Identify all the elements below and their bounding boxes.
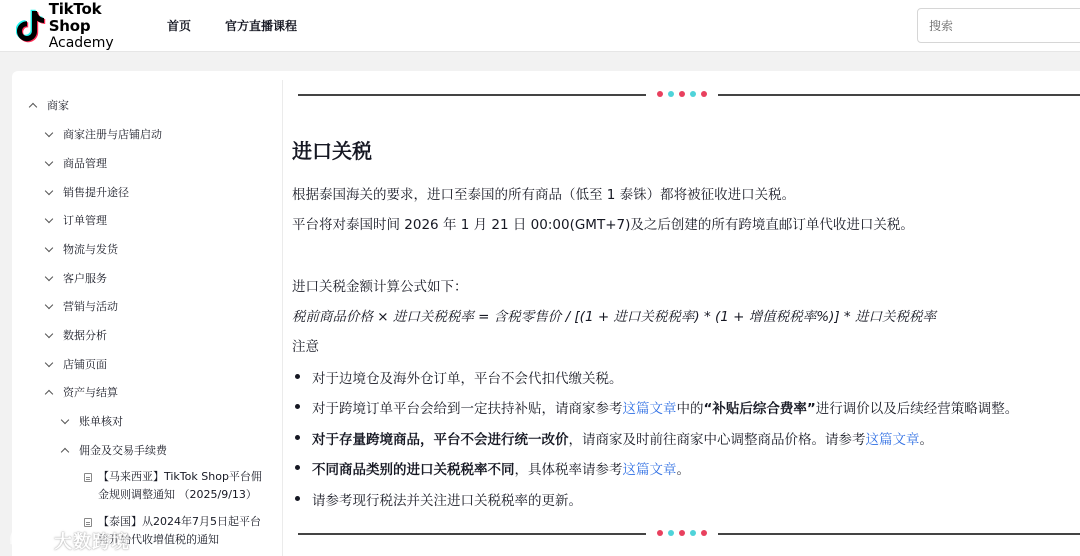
separator-dot [679, 530, 685, 536]
watermark [8, 524, 148, 554]
section-separator-bottom [298, 528, 1080, 540]
sidebar-item-analytics[interactable] [43, 327, 107, 343]
chevron-down-icon [43, 157, 55, 169]
sidebar-item-registration[interactable] [43, 126, 162, 142]
sidebar-item-commission-fees[interactable] [59, 442, 167, 458]
sidebar-item-label: 店铺页面 [63, 358, 107, 371]
separator-dot [679, 91, 685, 97]
sidebar-item-marketing[interactable] [43, 298, 118, 314]
search-box[interactable] [917, 8, 1080, 43]
page-title: 进口关税 [292, 139, 372, 163]
chevron-down-icon [59, 415, 71, 427]
sidebar-item-product[interactable] [43, 155, 107, 171]
sidebar-item-label: 佣金及交易手续费 [79, 444, 167, 457]
chevron-down-icon [43, 243, 55, 255]
bullet-dot [295, 404, 300, 409]
watermark-logo-icon [8, 524, 52, 550]
search-input[interactable] [918, 9, 1080, 42]
bullet-subsidy [312, 397, 1018, 417]
bullet-dot [295, 465, 300, 470]
sidebar-item-label: 销售提升途径 [63, 186, 129, 199]
bullet-text: 对于跨境订单平台会给到一定扶持补贴，请商家参考 [312, 401, 623, 417]
chevron-up-icon [59, 444, 71, 456]
note-heading: 注意 [292, 339, 319, 355]
bullet-bold-text: 对于存量跨境商品，平台不会进行统一改价 [312, 432, 569, 448]
top-header [0, 0, 1080, 52]
bullet-dot [295, 496, 300, 501]
separator-dot [701, 530, 707, 536]
separator-dot [701, 91, 707, 97]
logo-title: TikTok Shop [48, 0, 102, 35]
sidebar-item-sales-growth[interactable] [43, 184, 129, 200]
sidebar-item-label: 客户服务 [63, 272, 107, 285]
article-link[interactable]: 这篇文章 [865, 432, 920, 448]
logo-subtitle: Academy [48, 34, 114, 51]
chevron-down-icon [43, 186, 55, 198]
bullet-tax-law: 请参考现行税法并关注进口关税税率的更新。 [312, 493, 582, 509]
tiktok-logo-icon [16, 9, 47, 43]
chevron-down-icon [43, 358, 55, 370]
sidebar-item-logistics[interactable] [43, 241, 118, 257]
sidebar-item-label: 物流与发货 [63, 243, 118, 256]
sidebar-root-merchant[interactable] [27, 97, 69, 113]
bullet-text: 。 [919, 432, 933, 448]
watermark-text: 大数跨境 [54, 532, 130, 553]
bullet-rates-vary [312, 458, 690, 478]
chevron-up-icon [43, 386, 55, 398]
separator-dot [668, 530, 674, 536]
doc-title-line: 金规则调整通知 （2025/9/13） [98, 488, 257, 501]
bullet-text: 中的 [676, 401, 704, 417]
doc-title-line: 将开始代收增值税的通知 [98, 533, 219, 546]
bullet-bold-text: 不同商品类别的进口关税税率不同 [312, 462, 515, 478]
separator-dot [690, 530, 696, 536]
sidebar-item-label: 商家 [47, 99, 69, 112]
doc-title-line: 【泰国】从2024年7月5日起平台 [98, 515, 261, 528]
sidebar-item-customer-service[interactable] [43, 270, 107, 286]
chevron-down-icon [43, 214, 55, 226]
document-icon [84, 473, 92, 482]
nav-home[interactable]: 首页 [167, 19, 192, 33]
chevron-down-icon [43, 272, 55, 284]
chevron-up-icon [27, 99, 39, 111]
chevron-down-icon [43, 329, 55, 341]
formula-text: 税前商品价格 × 进口关税税率 = 含税零售价 / [(1 + 进口关税税率) * (1 + 增值税税率%)] * 进口关税税率 [292, 309, 936, 325]
sidebar-item-label: 数据分析 [63, 329, 107, 342]
bullet-dot [295, 374, 300, 379]
bullet-text: 。 [676, 462, 690, 478]
article-link[interactable]: 这篇文章 [622, 401, 677, 417]
separator-dot [657, 91, 663, 97]
sidebar-item-store-page[interactable] [43, 356, 107, 372]
bullet-dot [295, 435, 300, 440]
sidebar-item-label: 资产与结算 [63, 386, 118, 399]
sidebar-item-label: 商品管理 [63, 157, 107, 170]
bullet-existing-products [312, 428, 933, 448]
sidebar-item-label: 营销与活动 [63, 300, 118, 313]
sidebar-doc-malaysia-commission[interactable] [98, 468, 262, 504]
paragraph-customs-requirement: 根据泰国海关的要求，进口至泰国的所有商品（低至 1 泰铢）都将被征收进口关税。 [292, 187, 796, 203]
sidebar-divider [282, 80, 283, 556]
bullet-text: ，请商家及时前往商家中心调整商品价格。请参考 [568, 432, 866, 448]
sidebar-item-label: 订单管理 [63, 214, 107, 227]
article-link[interactable]: 这篇文章 [622, 462, 677, 478]
sidebar-item-label: 账单核对 [79, 415, 123, 428]
bullet-text: ，具体税率请参考 [514, 462, 623, 478]
sidebar-item-label: 商家注册与店铺启动 [63, 128, 162, 141]
tiktok-shop-academy-logo[interactable] [16, 0, 144, 51]
sidebar-item-bill-reconciliation[interactable] [59, 413, 123, 429]
chevron-down-icon [43, 300, 55, 312]
bullet-bold-text: “补贴后综合费率” [703, 401, 816, 417]
doc-title-line: 【马来西亚】TikTok Shop平台佣 [98, 470, 262, 483]
paragraph-collection-date: 平台将对泰国时间 2026 年 1 月 21 日 00:00(GMT+7)及之后创建的所有跨境直邮订单代收进口关税。 [292, 217, 914, 233]
chevron-down-icon [43, 128, 55, 140]
sidebar-item-assets-settlement[interactable] [43, 384, 118, 400]
separator-dot [657, 530, 663, 536]
paragraph-formula-intro: 进口关税金额计算公式如下： [292, 279, 468, 295]
nav-live-courses[interactable]: 官方直播课程 [225, 19, 298, 33]
sidebar-item-orders[interactable] [43, 212, 107, 228]
separator-dot [690, 91, 696, 97]
bullet-border-warehouse: 对于边境仓及海外仓订单，平台不会代扣代缴关税。 [312, 371, 623, 387]
bullet-text: 进行调价以及后续经营策略调整。 [815, 401, 1019, 417]
section-separator-top [298, 89, 1080, 101]
separator-dot [668, 91, 674, 97]
